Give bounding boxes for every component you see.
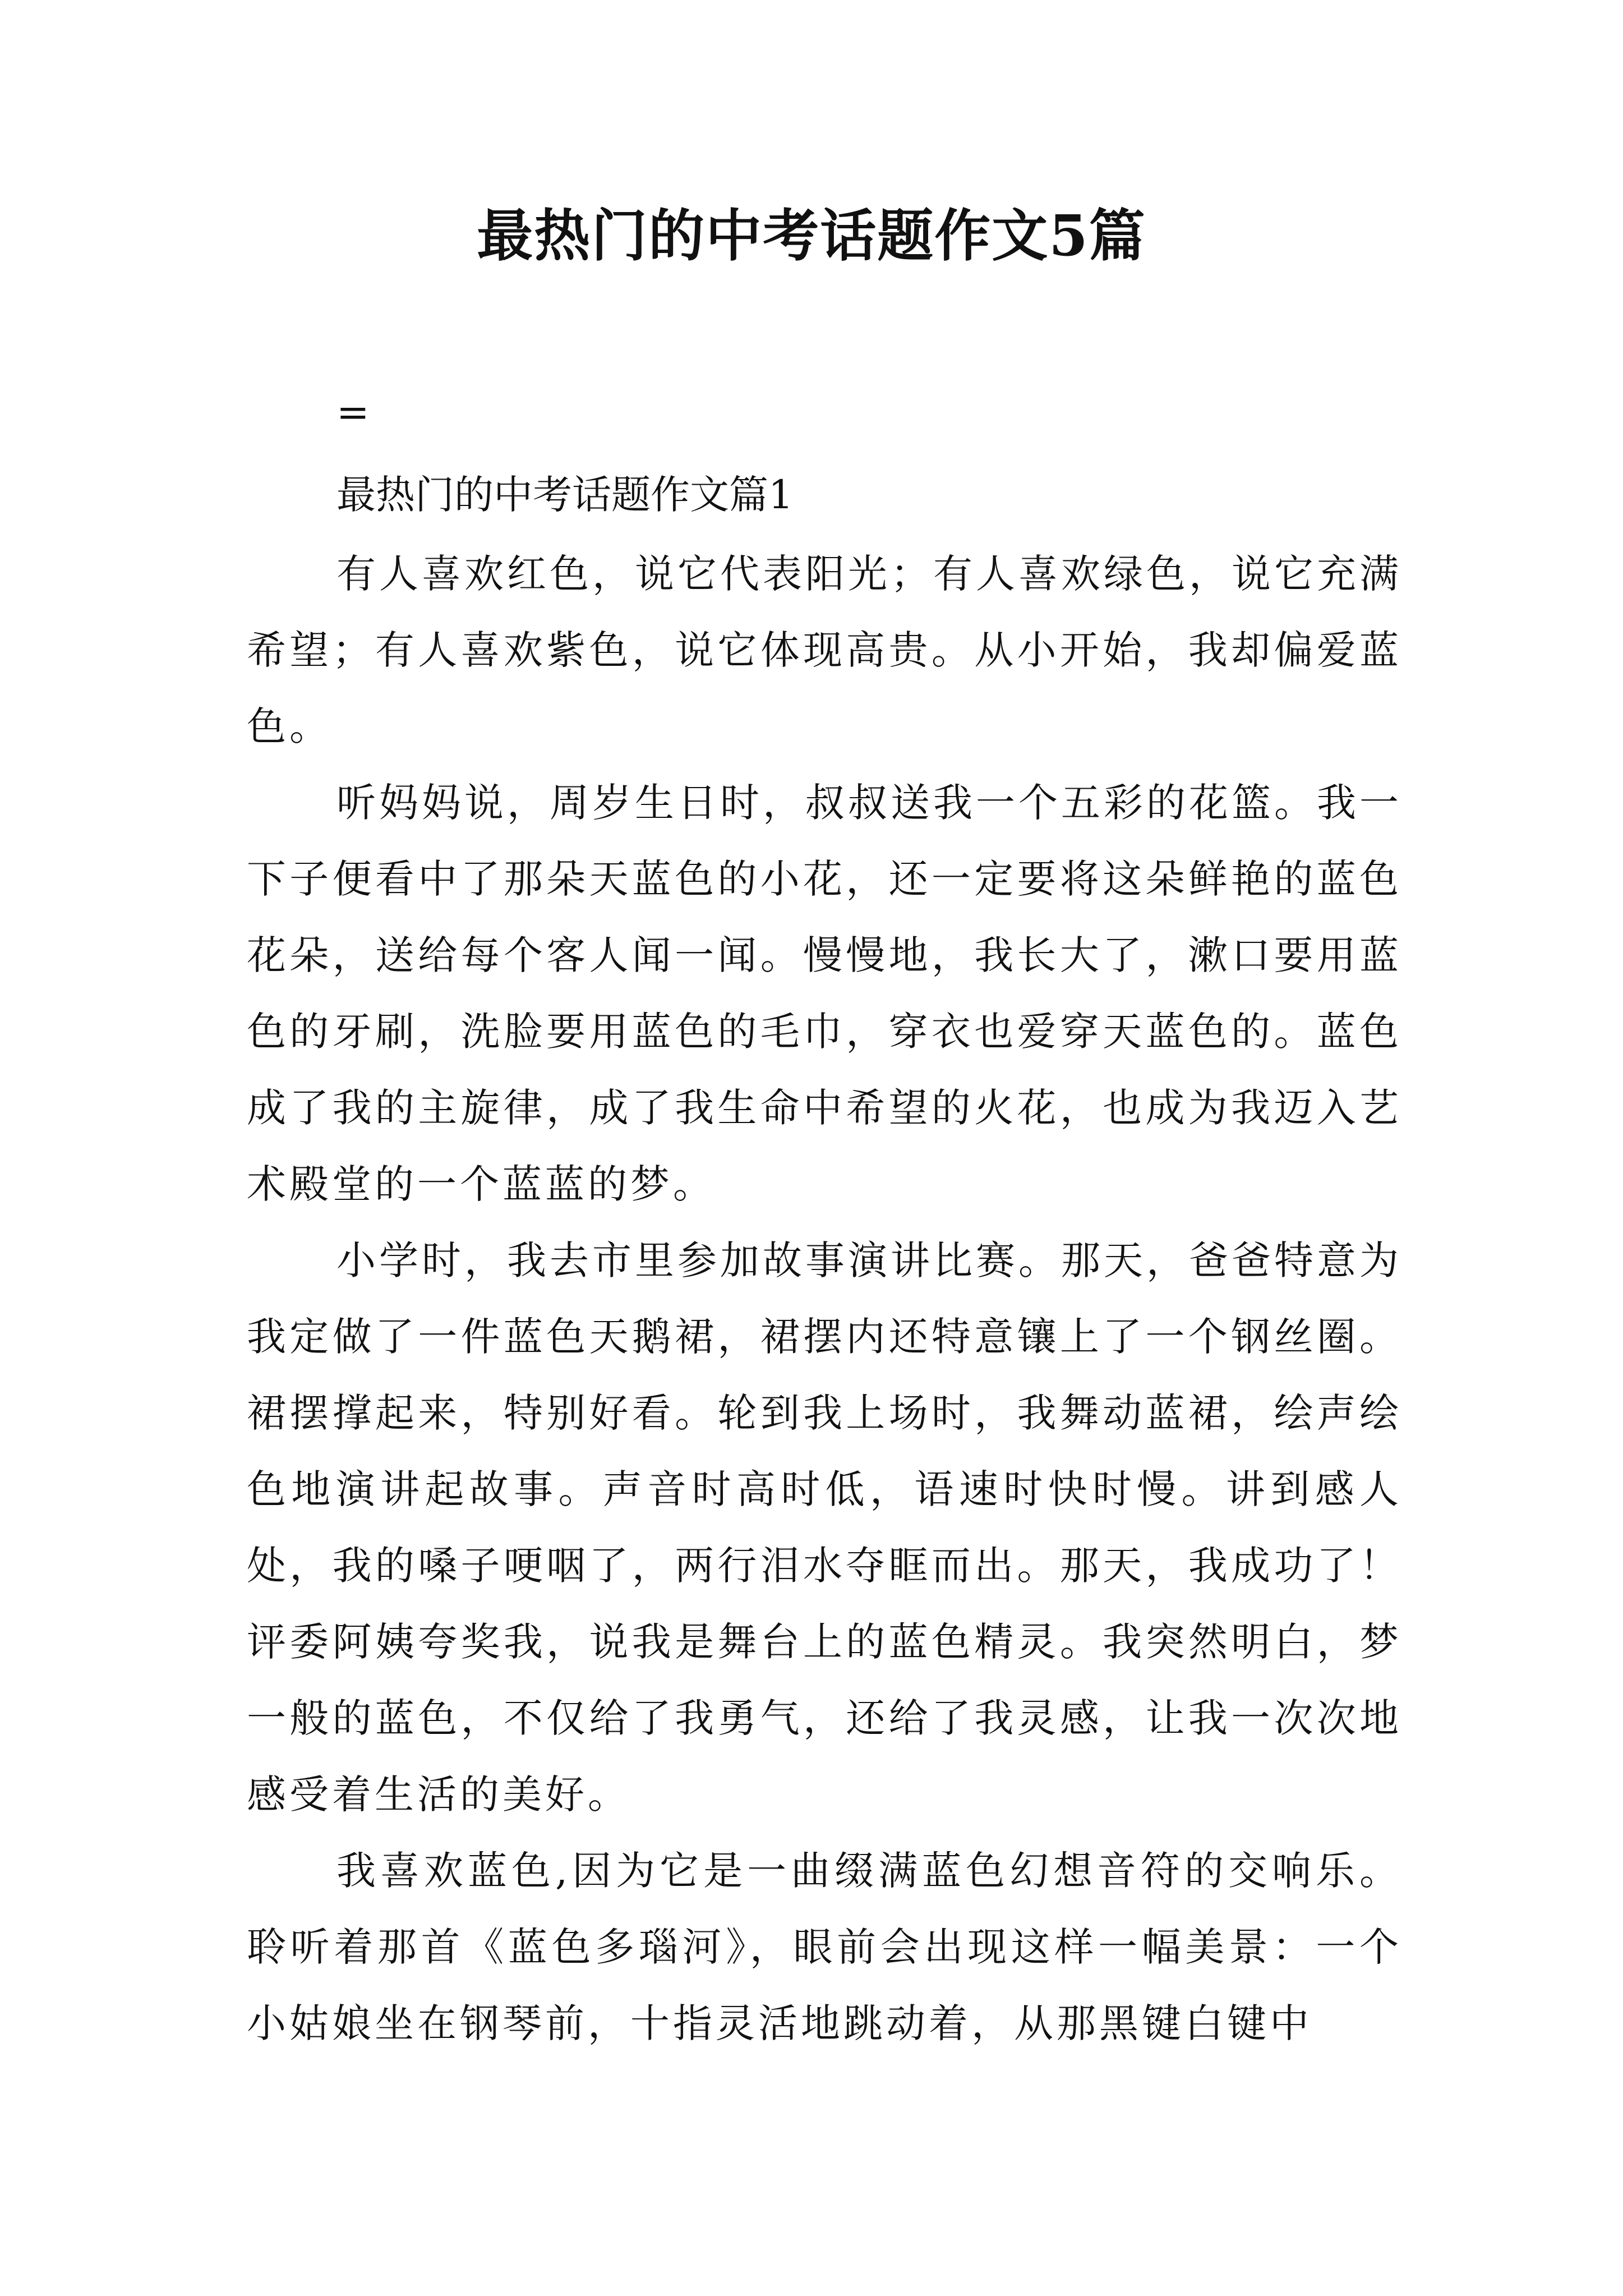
paragraph: 我喜欢蓝色,因为它是一曲缀满蓝色幻想音符的交响乐。聆听着那首《蓝色多瑙河》，眼前会出现这样一幅美景：一个小姑娘坐在钢琴前，十指灵活地跳动着，从那黑键白键中 bbox=[247, 1848, 1402, 2046]
paragraph: 有人喜欢红色，说它代表阳光；有人喜欢绿色，说它充满希望；有人喜欢紫色，说它体现高贵。从小开始，我却偏爱蓝色。 bbox=[247, 551, 1402, 749]
paragraph: 小学时，我去市里参加故事演讲比赛。那天，爸爸特意为我定做了一件蓝色天鹅裙，裙摆内还特意镶上了一个钢丝圈。裙摆撑起来，特别好看。轮到我上场时，我舞动蓝裙，绘声绘色地演讲起故事。声音时高时低，语速时快时慢。讲到感人处，我的嗓子哽咽了，两行泪水夺眶而出。那天，我成功了！评委阿姨夸奖我，说我是舞台上的蓝色精灵。我突然明白，梦一般的蓝色，不仅给了我勇气，还给了我灵感，让我一次次地感受着生活的美好。 bbox=[247, 1237, 1402, 1818]
section-heading: 最热门的中考话题作文篇1 bbox=[336, 472, 794, 518]
separator-mark: = bbox=[336, 389, 370, 435]
essay-body bbox=[247, 536, 1402, 2062]
document-title: 最热门的中考话题作文5篇 bbox=[477, 203, 1146, 269]
paragraph: 听妈妈说，周岁生日时，叔叔送我一个五彩的花篮。我一下子便看中了那朵天蓝色的小花，还一定要将这朵鲜艳的蓝色花朵，送给每个客人闻一闻。慢慢地，我长大了，漱口要用蓝色的牙刷，洗脸要用蓝色的毛巾，穿衣也爱穿天蓝色的。蓝色成了我的主旋律，成了我生命中希望的火花，也成为我迈入艺术殿堂的一个蓝蓝的梦。 bbox=[247, 780, 1402, 1207]
